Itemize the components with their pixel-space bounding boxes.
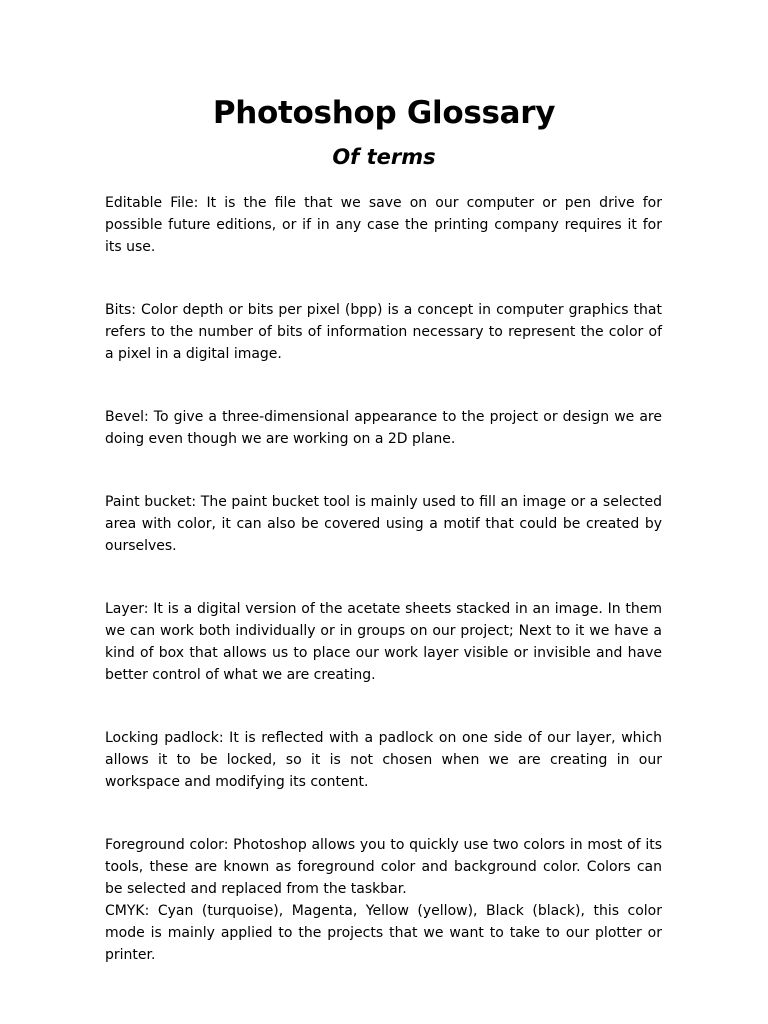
glossary-entries — [105, 192, 662, 966]
glossary-entry-locking-padlock: Locking padlock: It is reflected with a padlock on one side of our layer, which allows it to be locked, so it is not chosen when we are creating in our workspace and modifying its content. — [105, 730, 662, 790]
glossary-entry-cmyk: CMYK: Cyan (turquoise), Magenta, Yellow (yellow), Black (black), this color mode is mainly applied to the projects that we want to take to our plotter or printer. — [105, 903, 662, 963]
page-title: Photoshop Glossary — [212, 95, 556, 131]
page-subtitle: Of terms — [332, 145, 436, 169]
glossary-entry-layer: Layer: It is a digital version of the acetate sheets stacked in an image. In them we can work both individually or in groups on our project; Next to it we have a kind of box that allows us to place our work layer visible or invisible and have better control of what we are creating. — [105, 601, 662, 683]
glossary-entry-editable-file: Editable File: It is the file that we save on our computer or pen drive for possible future editions, or if in any case the printing company requires it for its use. — [105, 195, 662, 255]
glossary-entry-bits: Bits: Color depth or bits per pixel (bpp) is a concept in computer graphics that refers to the number of bits of information necessary to represent the color of a pixel in a digital image. — [105, 302, 662, 362]
glossary-entry-foreground-color: Foreground color: Photoshop allows you to quickly use two colors in most of its tools, these are known as foreground color and background color. Colors can be selected and replaced from the taskbar. — [105, 837, 662, 897]
glossary-entry-paint-bucket: Paint bucket: The paint bucket tool is mainly used to fill an image or a selected area with color, it can also be covered using a motif that could be created by ourselves. — [105, 494, 662, 554]
glossary-entry-bevel: Bevel: To give a three-dimensional appearance to the project or design we are doing even though we are working on a 2D plane. — [105, 409, 662, 447]
